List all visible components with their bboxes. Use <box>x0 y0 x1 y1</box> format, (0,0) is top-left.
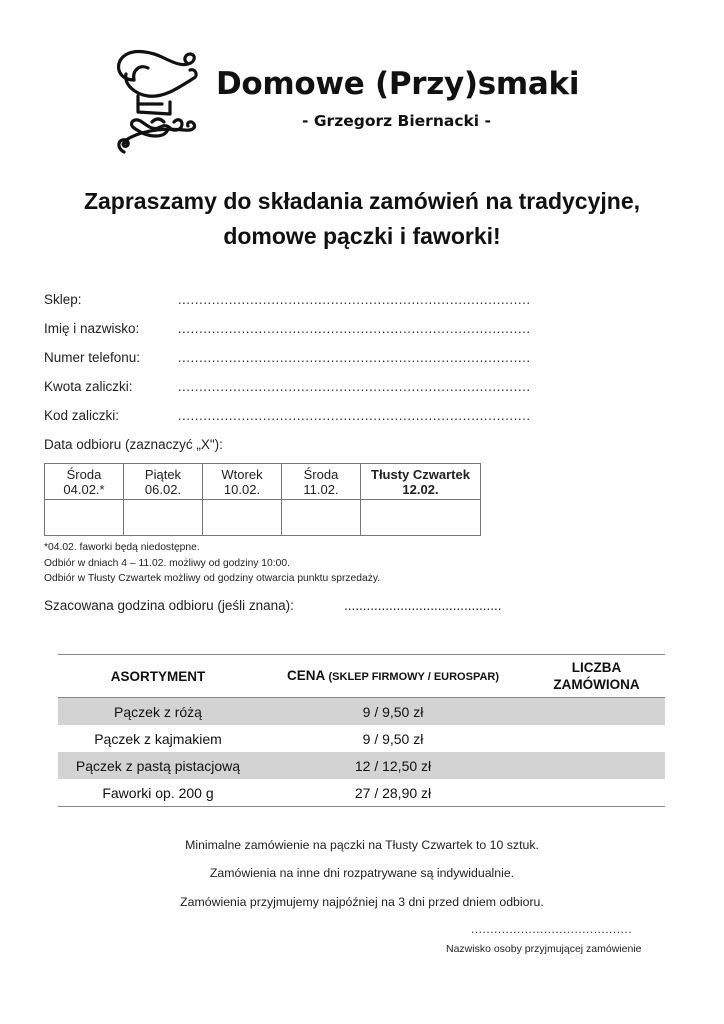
pickup-date-table <box>44 463 481 536</box>
info-deadline: Zamówienia przyjmujemy najpóźniej na 3 dni przed dniem odbioru. <box>180 895 544 909</box>
date-day: Tłusty Czwartek <box>371 466 470 482</box>
date-checkbox-cell[interactable] <box>361 500 481 536</box>
date-value: 11.02. <box>303 481 339 497</box>
headline <box>0 184 724 254</box>
product-name: Faworki op. 200 g <box>58 779 258 807</box>
field-shop[interactable] <box>44 292 531 307</box>
date-value: 10.02. <box>223 481 261 497</box>
field-input-line[interactable]: ................................................................................... <box>177 321 531 336</box>
product-quantity-cell[interactable] <box>528 725 665 752</box>
product-price: 9 / 9,50 zł <box>362 730 424 747</box>
table-row <box>58 698 665 726</box>
pickup-notes <box>44 540 380 587</box>
pickup-date-label: Data odbioru (zaznaczyć „X"): <box>44 437 223 452</box>
header-qty-line-2: ZAMÓWIONA <box>553 677 640 692</box>
date-option <box>45 464 124 500</box>
header-price <box>258 655 528 698</box>
header-qty-line-1: LICZBA <box>571 660 622 675</box>
product-table <box>58 654 665 807</box>
field-label: Kwota zaliczki: <box>44 379 133 394</box>
field-label: Numer telefonu: <box>44 350 141 365</box>
product-quantity-cell[interactable] <box>528 698 665 726</box>
header-price-label: CENA <box>286 667 325 683</box>
note: Odbiór w Tłusty Czwartek możliwy od godziny otwarcia punktu sprzedaży. <box>44 573 381 584</box>
field-label: Sklep: <box>44 292 82 307</box>
header-item: ASORTYMENT <box>58 655 258 698</box>
product-name: Pączek z różą <box>58 698 258 726</box>
field-deposit-code[interactable] <box>44 408 531 423</box>
table-row <box>58 725 665 752</box>
date-checkbox-cell[interactable] <box>282 500 361 536</box>
date-value: 06.02. <box>144 481 182 497</box>
field-input-line[interactable]: ................................................................................... <box>177 379 531 394</box>
pickup-time-field[interactable] <box>44 598 502 613</box>
headline-line-2: domowe pączki i faworki! <box>223 223 501 249</box>
product-name: Pączek z kajmakiem <box>94 730 222 747</box>
date-day: Środa <box>303 466 339 482</box>
note: Odbiór w dniach 4 – 11.02. możliwy od godziny 10:00. <box>44 557 290 569</box>
date-checkbox-cell[interactable] <box>45 500 124 536</box>
date-option <box>203 464 282 500</box>
field-label: Imię i nazwisko: <box>44 321 140 336</box>
field-phone[interactable] <box>44 350 531 365</box>
header-price-note: (SKLEP FIRMOWY / EUROSPAR) <box>328 670 500 683</box>
signature-caption: Nazwisko osoby przyjmującej zamówienie <box>446 943 642 955</box>
date-option <box>361 464 481 500</box>
pickup-time-input-line[interactable]: .......................................... <box>344 598 502 613</box>
field-deposit-amount[interactable] <box>44 379 531 394</box>
signature-line[interactable]: .......................................... <box>471 922 633 936</box>
pickup-time-label: Szacowana godzina odbioru (jeśli znana): <box>44 598 294 613</box>
field-name[interactable] <box>44 321 531 336</box>
field-input-line[interactable]: ................................................................................... <box>177 408 531 423</box>
info-min-order: Minimalne zamówienie na pączki na Tłusty Czwartek to 10 sztuk. <box>185 838 539 852</box>
date-checkbox-cell[interactable] <box>124 500 203 536</box>
date-option <box>124 464 203 500</box>
headline-line-1: Zapraszamy do składania zamówień na tradycyjne, <box>83 188 641 214</box>
note: *04.02. faworki będą niedostępne. <box>44 542 200 553</box>
chef-hat-mustache-icon <box>112 44 198 156</box>
product-price: 12 / 12,50 zł <box>258 752 528 779</box>
product-name: Pączek z pastą pistacjową <box>58 752 258 779</box>
product-quantity-cell[interactable] <box>528 752 665 779</box>
field-input-line[interactable]: ................................................................................... <box>177 350 531 365</box>
date-day: Piątek <box>144 466 182 482</box>
header-quantity <box>528 655 665 698</box>
table-row <box>58 752 665 779</box>
info-other-days: Zamówienia na inne dni rozpatrywane są indywidualnie. <box>209 866 515 880</box>
date-value: 04.02.* <box>63 481 105 497</box>
product-price: 27 / 28,90 zł <box>258 779 528 807</box>
product-quantity-cell[interactable] <box>528 779 665 807</box>
field-input-line[interactable]: ................................................................................... <box>177 292 531 307</box>
date-checkbox-cell[interactable] <box>203 500 282 536</box>
table-row <box>58 779 665 807</box>
product-price: 9 / 9,50 zł <box>258 698 528 726</box>
date-value: 12.02. <box>402 481 439 497</box>
date-day: Wtorek <box>221 466 263 482</box>
date-option <box>282 464 361 500</box>
brand-subtitle: - Grzegorz Biernacki - <box>302 112 491 130</box>
field-label: Kod zaliczki: <box>44 408 120 423</box>
product-table-header <box>58 655 665 698</box>
date-day: Środa <box>66 466 102 482</box>
brand-title: Domowe (Przy)smaki <box>216 66 580 102</box>
